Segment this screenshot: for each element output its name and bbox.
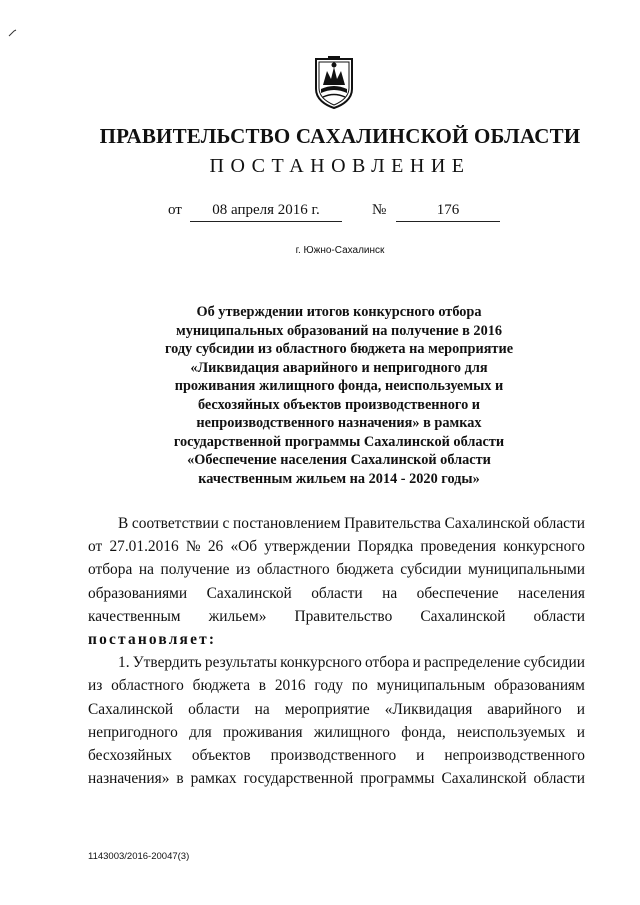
city-label: г. Южно-Сахалинск <box>295 245 385 256</box>
word: в <box>258 677 267 695</box>
word: утверждении <box>264 538 351 556</box>
word: жилищного <box>313 723 391 741</box>
word: Сахалинской <box>420 607 506 625</box>
word: году <box>314 677 344 695</box>
word: Порядка <box>357 538 414 556</box>
body-text <box>88 512 585 790</box>
subject-line: муниципальных образований на получение в 2016 <box>175 322 503 339</box>
word: проживания <box>222 723 303 741</box>
body-line <box>88 605 585 628</box>
org-title: ПРАВИТЕЛЬСТВО САХАЛИНСКОЙ ОБЛАСТИ <box>99 124 581 148</box>
date-number-line <box>168 202 508 226</box>
word: областного <box>111 677 184 695</box>
body-line <box>88 558 585 581</box>
subject-line: качественным жильем на 2014 - 2020 годы» <box>198 470 480 487</box>
word: области <box>533 515 585 532</box>
date-prefix: от <box>168 202 182 218</box>
word: мероприятие <box>284 700 370 718</box>
word: объектов <box>191 747 251 765</box>
word: назначения» <box>88 770 170 788</box>
word: результаты <box>204 654 277 672</box>
word: бесхозяйных <box>88 747 172 765</box>
word: и <box>576 723 585 741</box>
word: В <box>118 515 129 532</box>
document-code: 1143003/2016-20047(3) <box>88 851 190 862</box>
word: получение <box>160 561 230 579</box>
scan-mark-icon <box>8 28 18 38</box>
word: на <box>138 561 154 579</box>
word: из <box>236 561 251 579</box>
subject-line: непроизводственного назначения» в рамках <box>196 415 482 431</box>
word: непроизводственного <box>444 747 585 765</box>
word: в <box>176 770 184 788</box>
word: аварийного <box>487 700 562 718</box>
body-line <box>88 535 585 558</box>
word: Правительство <box>294 607 393 625</box>
sakhalin-coat-of-arms-icon <box>313 55 355 109</box>
body-line <box>88 512 585 535</box>
word: Утвердить <box>132 654 202 672</box>
body-line <box>88 744 585 767</box>
subject-block <box>130 303 548 488</box>
body-line <box>88 698 585 721</box>
word: области <box>311 584 363 602</box>
word: соответствии <box>131 515 219 532</box>
word: Сахалинской <box>88 700 174 718</box>
word: областного <box>256 561 330 579</box>
word: «Об <box>230 538 258 556</box>
doc-type-title: ПОСТАНОВЛЕНИЕ <box>209 155 471 177</box>
word: качественным <box>88 607 181 625</box>
subject-line: бесхозяйных объектов производственного и <box>197 396 481 413</box>
word: и <box>576 700 585 718</box>
subject-line: году субсидии из областного бюджета на мероприятие <box>164 341 514 357</box>
body-line <box>88 582 585 605</box>
subject-line: Об утверждении итогов конкурсного отбора <box>196 304 482 320</box>
word: Правительства <box>344 515 442 532</box>
subject-line: государственной программы Сахалинской области <box>173 433 505 450</box>
body-line <box>88 674 585 697</box>
word: производственного <box>270 747 397 765</box>
word: от <box>88 538 103 556</box>
word: муниципальными <box>468 561 585 579</box>
word: Сахалинской <box>206 584 292 602</box>
subject-line: «Обеспечение населения Сахалинской области <box>187 452 491 468</box>
word: непригодного <box>88 723 178 741</box>
word: и <box>416 747 425 765</box>
word: муниципальным <box>376 677 486 695</box>
word: конкурсного <box>503 538 585 556</box>
word: субсидии <box>523 654 585 672</box>
word: бюджета <box>192 677 251 695</box>
date-value: 08 апреля 2016 г. <box>190 202 342 222</box>
resolves-word: постановляет: <box>88 631 217 649</box>
subject-line: проживания жилищного фонда, неиспользуемых и <box>174 378 504 394</box>
word: программы <box>360 770 435 788</box>
word: рамках <box>190 770 237 788</box>
word: распределение <box>424 654 521 672</box>
body-line <box>88 767 585 790</box>
word: и <box>412 654 421 672</box>
word: для <box>189 723 212 741</box>
word: «Ликвидация <box>384 700 473 718</box>
word: по <box>351 677 368 695</box>
word: обеспечение <box>416 584 499 602</box>
body-line <box>88 721 585 744</box>
word: субсидии <box>400 561 462 579</box>
word: неиспользуемых <box>457 723 566 741</box>
number-prefix: № <box>372 202 387 218</box>
word: постановлением <box>233 515 341 532</box>
word: бюджета <box>336 561 394 579</box>
word: Сахалинской <box>444 515 530 532</box>
word: образованиям <box>493 677 585 695</box>
word: государственной <box>243 770 354 788</box>
word: проведения <box>420 538 497 556</box>
number-value: 176 <box>396 202 500 222</box>
resolves-line <box>88 628 585 651</box>
word: 27.01.2016 <box>109 538 179 556</box>
word: из <box>88 677 103 695</box>
word: жильем» <box>208 607 267 625</box>
word: отбора <box>365 654 410 672</box>
word: 26 <box>207 538 224 556</box>
word: на <box>382 584 398 602</box>
subject-line: «Ликвидация аварийного и непригодного для <box>190 359 488 376</box>
word: 2016 <box>274 677 306 695</box>
word: отбора <box>88 561 133 579</box>
word: № <box>185 538 201 556</box>
word: области <box>188 700 240 718</box>
word: населения <box>518 584 585 602</box>
word: области <box>533 770 585 788</box>
word: Сахалинской <box>441 770 527 788</box>
word: с <box>222 515 230 532</box>
word: на <box>254 700 270 718</box>
word: конкурсного <box>280 654 362 672</box>
word: образованиями <box>88 584 188 602</box>
body-line <box>88 651 585 674</box>
word: области <box>533 607 585 625</box>
word: 1. <box>118 654 130 672</box>
word: фонда, <box>401 723 446 741</box>
